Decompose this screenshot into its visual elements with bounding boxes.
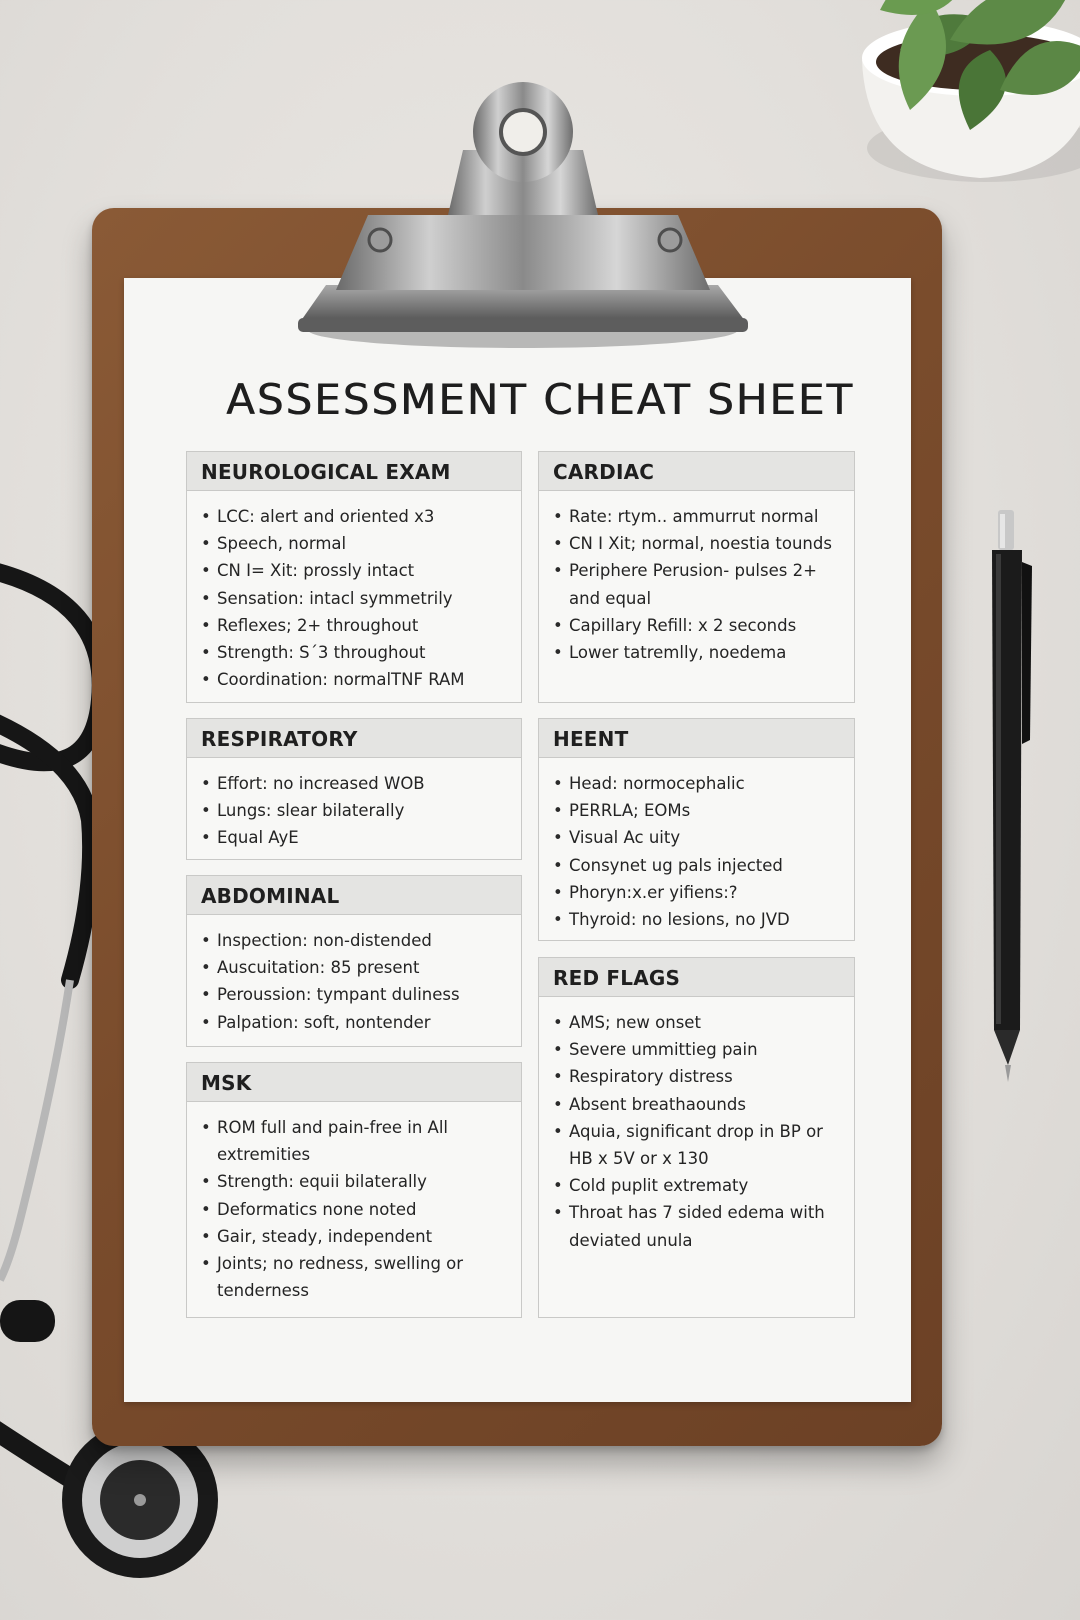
section-title: CARDIAC: [539, 452, 854, 491]
list-item: • Lungs: slear bilaterally: [201, 797, 511, 824]
section-title: ABDOMINAL: [187, 876, 521, 915]
list-item: • Speech, normal: [201, 530, 511, 557]
list-item: • Coordination: normalTNF RAM: [201, 666, 511, 693]
list-item: • Auscuitation: 85 present: [201, 954, 511, 981]
list-item: • Absent breathaounds: [553, 1091, 844, 1118]
list-item: • Strength: equii bilaterally: [201, 1168, 511, 1195]
section-title: HEENT: [539, 719, 854, 758]
section-heent: [538, 718, 855, 941]
section-list: [539, 997, 854, 1254]
list-item: • Phoryn:x.er yifiens:?: [553, 879, 844, 906]
section-title: NEUROLOGICAL EXAM: [187, 452, 521, 491]
section-list: [187, 915, 521, 1036]
list-item: • Deformatics none noted: [201, 1196, 511, 1223]
list-item: • Gair, steady, independent: [201, 1223, 511, 1250]
section-list: [187, 1102, 521, 1304]
list-item: • Aquia, significant drop in BP or HB x 5V or x 130: [553, 1118, 844, 1172]
section-title: RED FLAGS: [539, 958, 854, 997]
list-item: • Severe ummittieg pain: [553, 1036, 844, 1063]
section-respiratory: [186, 718, 522, 860]
list-item: • Sensation: intacl symmetrily: [201, 585, 511, 612]
list-item: • Strength: S´3 throughout: [201, 639, 511, 666]
list-item: • Respiratory distress: [553, 1063, 844, 1090]
section-title: RESPIRATORY: [187, 719, 521, 758]
list-item: • Cold puplit extrematy: [553, 1172, 844, 1199]
list-item: • Thyroid: no lesions, no JVD: [553, 906, 844, 933]
section-abdominal: [186, 875, 522, 1047]
list-item: • Palpation: soft, nontender: [201, 1009, 511, 1036]
list-item: • Reflexes; 2+ throughout: [201, 612, 511, 639]
sheet-title: ASSESSMENT CHEAT SHEET: [225, 375, 854, 424]
section-msk: [186, 1062, 522, 1318]
section-list: [187, 491, 521, 693]
list-item: • ROM full and pain-free in All extremities: [201, 1114, 511, 1168]
pen-icon: [990, 510, 1040, 1110]
section-cardiac: [538, 451, 855, 703]
list-item: • Peroussion: tympant duliness: [201, 981, 511, 1008]
list-item: • Rate: rtym.. ammurrut normal: [553, 503, 844, 530]
list-item: • LCC: alert and oriented x3: [201, 503, 511, 530]
list-item: • Throat has 7 sided edema with deviated unula: [553, 1199, 844, 1253]
list-item: • Equal AyE: [201, 824, 511, 851]
section-title: MSK: [187, 1063, 521, 1102]
list-item: • Head: normocephalic: [553, 770, 844, 797]
list-item: • CN I Xit; normal, noestia tounds: [553, 530, 844, 557]
clipboard-clip-icon: [298, 80, 748, 355]
list-item: • CN I= Xit: prossly intact: [201, 557, 511, 584]
section-red-flags: [538, 957, 855, 1318]
list-item: • Periphere Perusion- pulses 2+ and equal: [553, 557, 844, 611]
list-item: • Capillary Refill: x 2 seconds: [553, 612, 844, 639]
list-item: • Consynet ug pals injected: [553, 852, 844, 879]
list-item: • AMS; new onset: [553, 1009, 844, 1036]
list-item: • Joints; no redness, swelling or tenderness: [201, 1250, 511, 1304]
section-list: [539, 758, 854, 933]
list-item: • Inspection: non-distended: [201, 927, 511, 954]
section-neurological-exam: [186, 451, 522, 703]
list-item: • Effort: no increased WOB: [201, 770, 511, 797]
list-item: • Lower tatremlly, noedema: [553, 639, 844, 666]
list-item: • Visual Ac uity: [553, 824, 844, 851]
section-list: [539, 491, 854, 666]
section-list: [187, 758, 521, 852]
list-item: • PERRLA; EOMs: [553, 797, 844, 824]
